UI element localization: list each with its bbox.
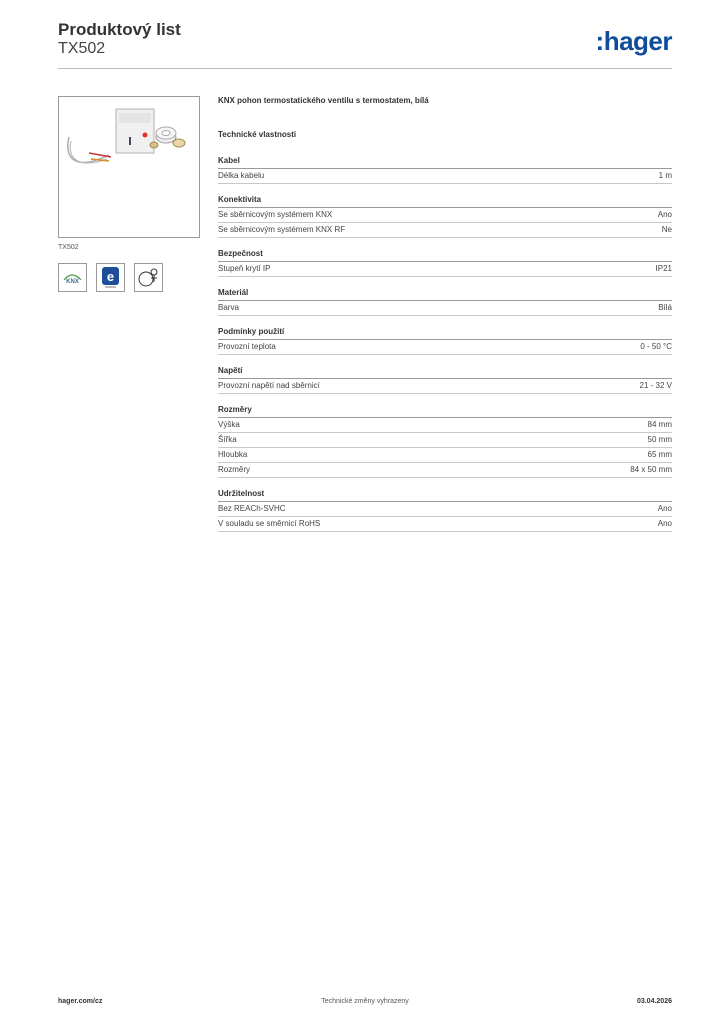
- product-illustration: [59, 97, 199, 237]
- spec-section: [218, 404, 672, 478]
- spec-row: [218, 208, 672, 223]
- spec-section: [218, 488, 672, 532]
- spec-label: Se sběrnicovým systémem KNX RF: [218, 225, 346, 234]
- spec-label: Délka kabelu: [218, 171, 265, 180]
- spec-label: Barva: [218, 303, 239, 312]
- section-title: Napětí: [218, 365, 672, 379]
- spec-label: Stupeň krytí IP: [218, 264, 271, 273]
- knx-certificate: [58, 263, 87, 292]
- spec-label: Hloubka: [218, 450, 248, 459]
- spec-row: [218, 169, 672, 184]
- spec-section: [218, 365, 672, 394]
- section-title: Podmínky použití: [218, 326, 672, 340]
- spec-label: Provozní napětí nad sběrnicí: [218, 381, 320, 390]
- section-title: Udržitelnost: [218, 488, 672, 502]
- spec-value: Ano: [657, 519, 672, 528]
- spec-row: [218, 448, 672, 463]
- spec-row: [218, 463, 672, 478]
- spec-row: [218, 340, 672, 355]
- spec-value: 1 m: [658, 171, 672, 180]
- spec-value: 21 - 32 V: [639, 381, 672, 390]
- spec-row: [218, 502, 672, 517]
- spec-value: Bílá: [658, 303, 672, 312]
- care-icon: [135, 264, 162, 291]
- care-certificate: [134, 263, 163, 292]
- spec-row: [218, 418, 672, 433]
- spec-value: Ne: [661, 225, 672, 234]
- spec-label: Bez REACh-SVHC: [218, 504, 286, 513]
- spec-row: [218, 223, 672, 238]
- energy-label-text: e: [106, 269, 115, 284]
- hager-logo[interactable]: :hager: [595, 26, 672, 56]
- spec-section: [218, 287, 672, 316]
- logo-text: hager: [603, 26, 672, 56]
- footer-date: 03.04.2026: [636, 998, 672, 1005]
- spec-label: Rozměry: [218, 465, 251, 474]
- spec-section: [218, 194, 672, 238]
- spec-value: 50 mm: [647, 435, 672, 444]
- spec-value: 84 mm: [647, 420, 672, 429]
- energy-label-icon: [97, 264, 124, 291]
- spec-label: Provozní teplota: [218, 342, 276, 351]
- spec-label: Šířka: [218, 435, 237, 444]
- specifications: [218, 96, 672, 542]
- energy-certificate: [96, 263, 125, 292]
- spec-label: Výška: [218, 420, 240, 429]
- spec-label: Se sběrnicovým systémem KNX: [218, 210, 333, 219]
- product-description: KNX pohon termostatického ventilu s termostatem, bílá: [218, 96, 429, 105]
- spec-value: 65 mm: [647, 450, 672, 459]
- section-title: Rozměry: [218, 404, 672, 418]
- section-title: Materiál: [218, 287, 672, 301]
- document-subtitle: TX502: [58, 40, 106, 57]
- image-caption: TX502: [58, 244, 79, 251]
- spec-row: [218, 262, 672, 277]
- spec-row: [218, 379, 672, 394]
- spec-value: Ano: [657, 210, 672, 219]
- spec-row: [218, 433, 672, 448]
- spec-section: [218, 155, 672, 184]
- knx-logo-text: KNX: [66, 279, 79, 285]
- knx-logo-icon: [59, 264, 86, 291]
- section-title: Konektivita: [218, 194, 672, 208]
- header-divider: [58, 68, 672, 69]
- technical-properties-heading: Technické vlastnosti: [218, 130, 297, 139]
- document-title: Produktový list: [58, 20, 181, 39]
- spec-sections: [218, 155, 672, 532]
- section-title: Kabel: [218, 155, 672, 169]
- spec-label: V souladu se směrnicí RoHS: [218, 519, 321, 528]
- footer-disclaimer: Technické změny vyhrazeny: [321, 998, 409, 1005]
- spec-section: [218, 248, 672, 277]
- spec-row: [218, 517, 672, 532]
- spec-value: Ano: [657, 504, 672, 513]
- product-image: [58, 96, 200, 238]
- section-title: Bezpečnost: [218, 248, 672, 262]
- spec-section: [218, 326, 672, 355]
- spec-row: [218, 301, 672, 316]
- page-header: [58, 20, 672, 70]
- footer-website-link[interactable]: hager.com/cz: [58, 998, 103, 1005]
- spec-value: 0 - 50 °C: [640, 342, 672, 351]
- spec-value: IP21: [655, 264, 672, 273]
- spec-value: 84 x 50 mm: [630, 465, 672, 474]
